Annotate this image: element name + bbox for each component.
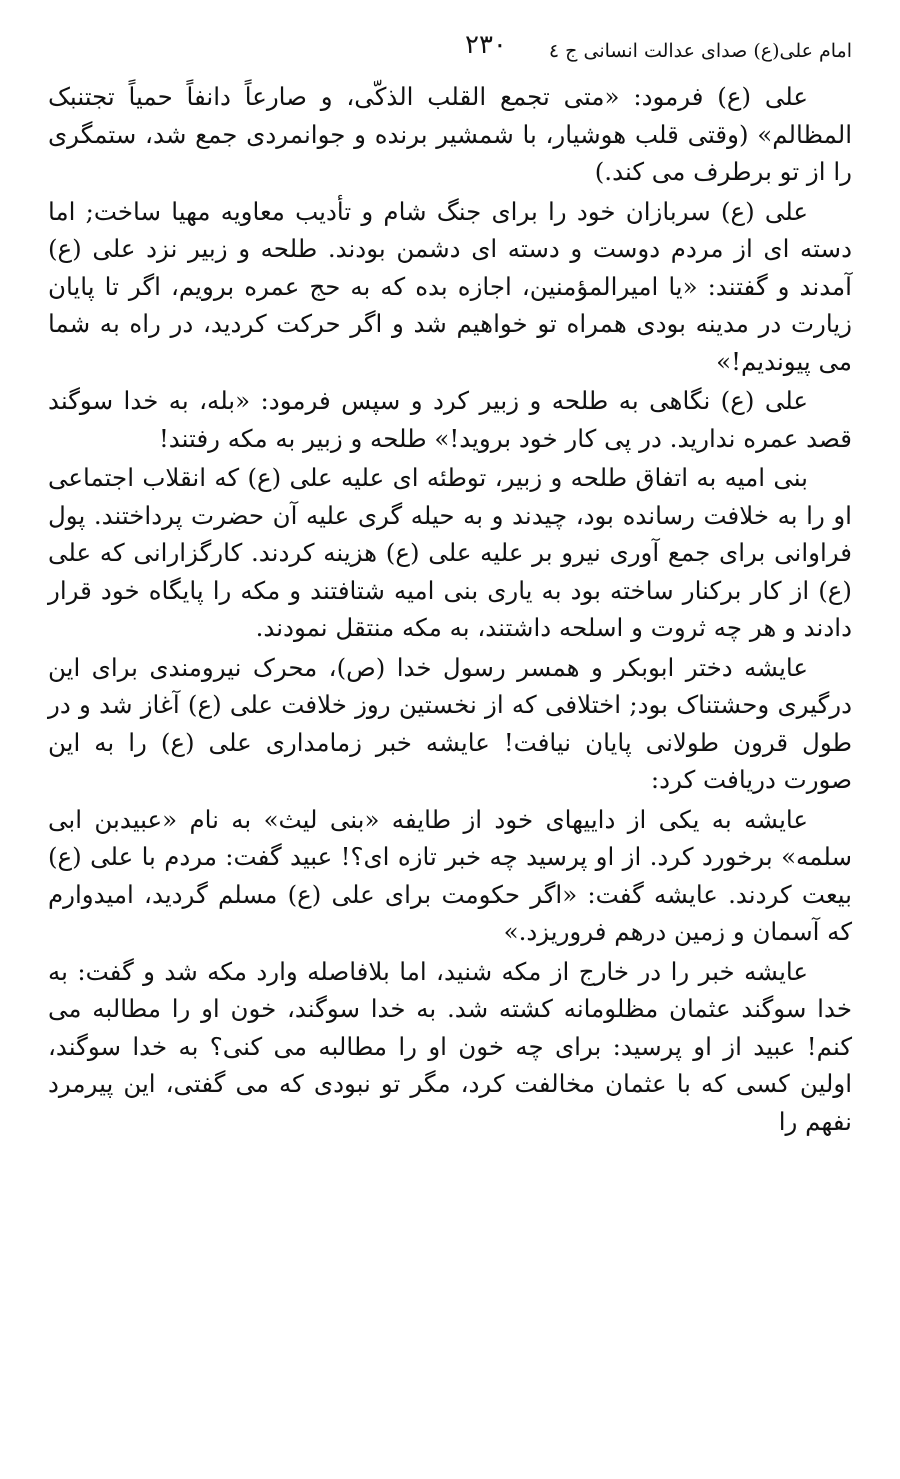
- page-header: [40, 30, 860, 70]
- paragraph: بنی امیه به اتفاق طلحه و زبیر، توطئه ای علیه علی (ع) که انقلاب اجتماعی او را به خلافت رسانده بود، چیدند و به حیله گری علیه آن حضرت پرداختند. پول فراوانی برای جمع آوری نیرو بر علیه علی (ع) هزینه کردند. کارگزارانی که علی (ع) از کار برکنار ساخته بود به یاری بنی امیه شتافتند و مکه را پایگاه خود قرار دادند و هر چه ثروت و اسلحه داشتند، به مکه منتقل نمودند.: [48, 463, 852, 642]
- paragraph: عایشه خبر را در خارج از مکه شنید، اما بلافاصله وارد مکه شد و گفت: به خدا سوگند عثمان مظلومانه کشته شد. به خدا سوگند، خون او را مطالبه می کنم! عبید از او پرسید: برای چه خون او را مطالبه می کنی؟ به خدا سوگند، اولین کسی که با عثمان مخالفت کرد، مگر تو نبودی که می گفتی، این پیرمرد نفهم را: [48, 956, 852, 1136]
- paragraph: علی (ع) فرمود: «متی تجمع القلب الذکّی، و صارعاً دانفاً حمیاً تجتنبک المظالم» (وقتی قلب هوشیار، با شمشیر برنده و جوانمردی جمع شد، ستمگری را از تو برطرف می کند.): [48, 82, 852, 186]
- paragraph: علی (ع) نگاهی به طلحه و زبیر کرد و سپس فرمود: «بله، به خدا سوگند قصد عمره ندارید. در پی کار خود بروید!» طلحه و زبیر به مکه رفتند!: [48, 386, 852, 453]
- body-text: [48, 78, 852, 1142]
- paragraph: عایشه دختر ابوبکر و همسر رسول خدا (ص)، محرک نیرومندی برای این درگیری وحشتناک بود; اختلافی که از نخستین روز خلافت علی (ع) آغاز شد و در طول قرون طولانی پایان نیافت! عایشه خبر زمامداری علی (ع) را به این صورت دریافت کرد:: [48, 652, 852, 794]
- running-title: امام علی(ع) صدای عدالت انسانی ج ٤: [548, 40, 852, 62]
- paragraph: علی (ع) سربازان خود را برای جنگ شام و تأدیب معاویه مهیا ساخت; اما دسته ای از مردم دوست و دسته ای دشمن بودند. طلحه و زبیر نزد علی (ع) آمدند و گفتند: «یا امیرالمؤمنین، اجازه بده که به حج عمره برویم، اگر تا پایان زیارت در مدینه بودی همراه تو خواهیم شد و اگر حرکت کردید، در راه به شما می پیوندیم!»: [48, 196, 852, 376]
- page-number: ٢٣٠: [465, 30, 507, 60]
- paragraph: عایشه به یکی از داییهای خود از طایفه «بنی لیث» به نام «عبیدبن ابی سلمه» برخورد کرد. از او پرسید چه خبر تازه ای؟! عبید گفت: مردم با علی (ع) بیعت کردند. عایشه گفت: «اگر حکومت برای علی (ع) مسلم گردید، امیدوارم که آسمان و زمین درهم فروریزد.»: [48, 804, 852, 946]
